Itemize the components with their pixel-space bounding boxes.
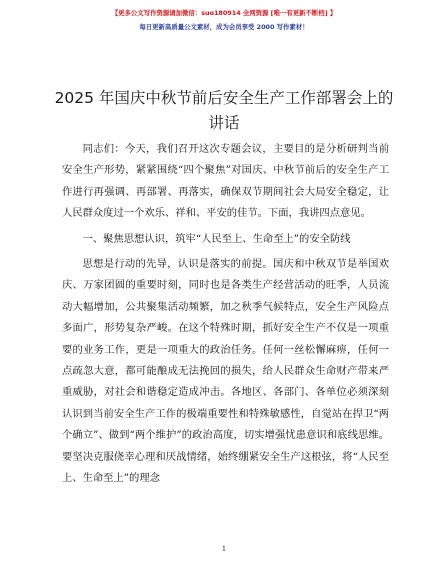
body-paragraph: 思想是行动的先导，认识是落实的前提。国庆和中秋双节是举国欢庆、万家团圆的重要时刻，同时也是各类生产经营活动的旺季，人员流动大幅增加，公共聚集活动频繁，加之秋季气候特点，安全生产风险点多面广，形势复杂严峻。在这个特殊时期，抓好安全生产不仅是一项重要的业务工作，更是一项重大的政治任务。任何一丝松懈麻痹，任何一点疏忽大意，都可能酿成无法挽回的损失，给人民群众生命财产带来严重威胁，对社会和谐稳定造成冲击。各地区、各部门、各单位必须深刻认识到当前安全生产工作的极端重要性和特殊敏感性，自觉站在捍卫“两个确立”、做到“两个维护”的政治高度，切实增强忧患意识和底线思维。要坚决克服侥幸心理和厌战情绪，始终绷紧安全生产这根弦，将“人民至上、生命至上”的理念 [62, 258, 389, 485]
document-body [62, 139, 389, 490]
document-title: 2025 年国庆中秋节前后安全生产工作部署会上的讲话 [54, 89, 394, 132]
promo-banner-line-1: 【更多公文写作资源请加微信：suo180914 全网资源 [唯一有更新不断档] 】 [111, 9, 337, 17]
opening-paragraph: 同志们：今天，我们召开这次专题会议，主要目的是分析研判当前安全生产形势，紧紧围绕“四个聚焦”对国庆、中秋节前后的安全生产工作进行再强调、再部署、再落实，确保双节期间社会大局安全稳定，让人民群众度过一个欢乐、祥和、平安的佳节。下面，我讲四点意见。 [62, 143, 389, 220]
promo-banner [0, 6, 448, 34]
page-number: 1 [221, 545, 227, 553]
section-heading-1: 一、聚焦思想认识，筑牢“人民至上、生命至上”的安全防线 [82, 232, 351, 245]
promo-banner-line-2: 每日更新高质量公文素材，成为会员享受 2000 写作素材！ [139, 23, 309, 31]
